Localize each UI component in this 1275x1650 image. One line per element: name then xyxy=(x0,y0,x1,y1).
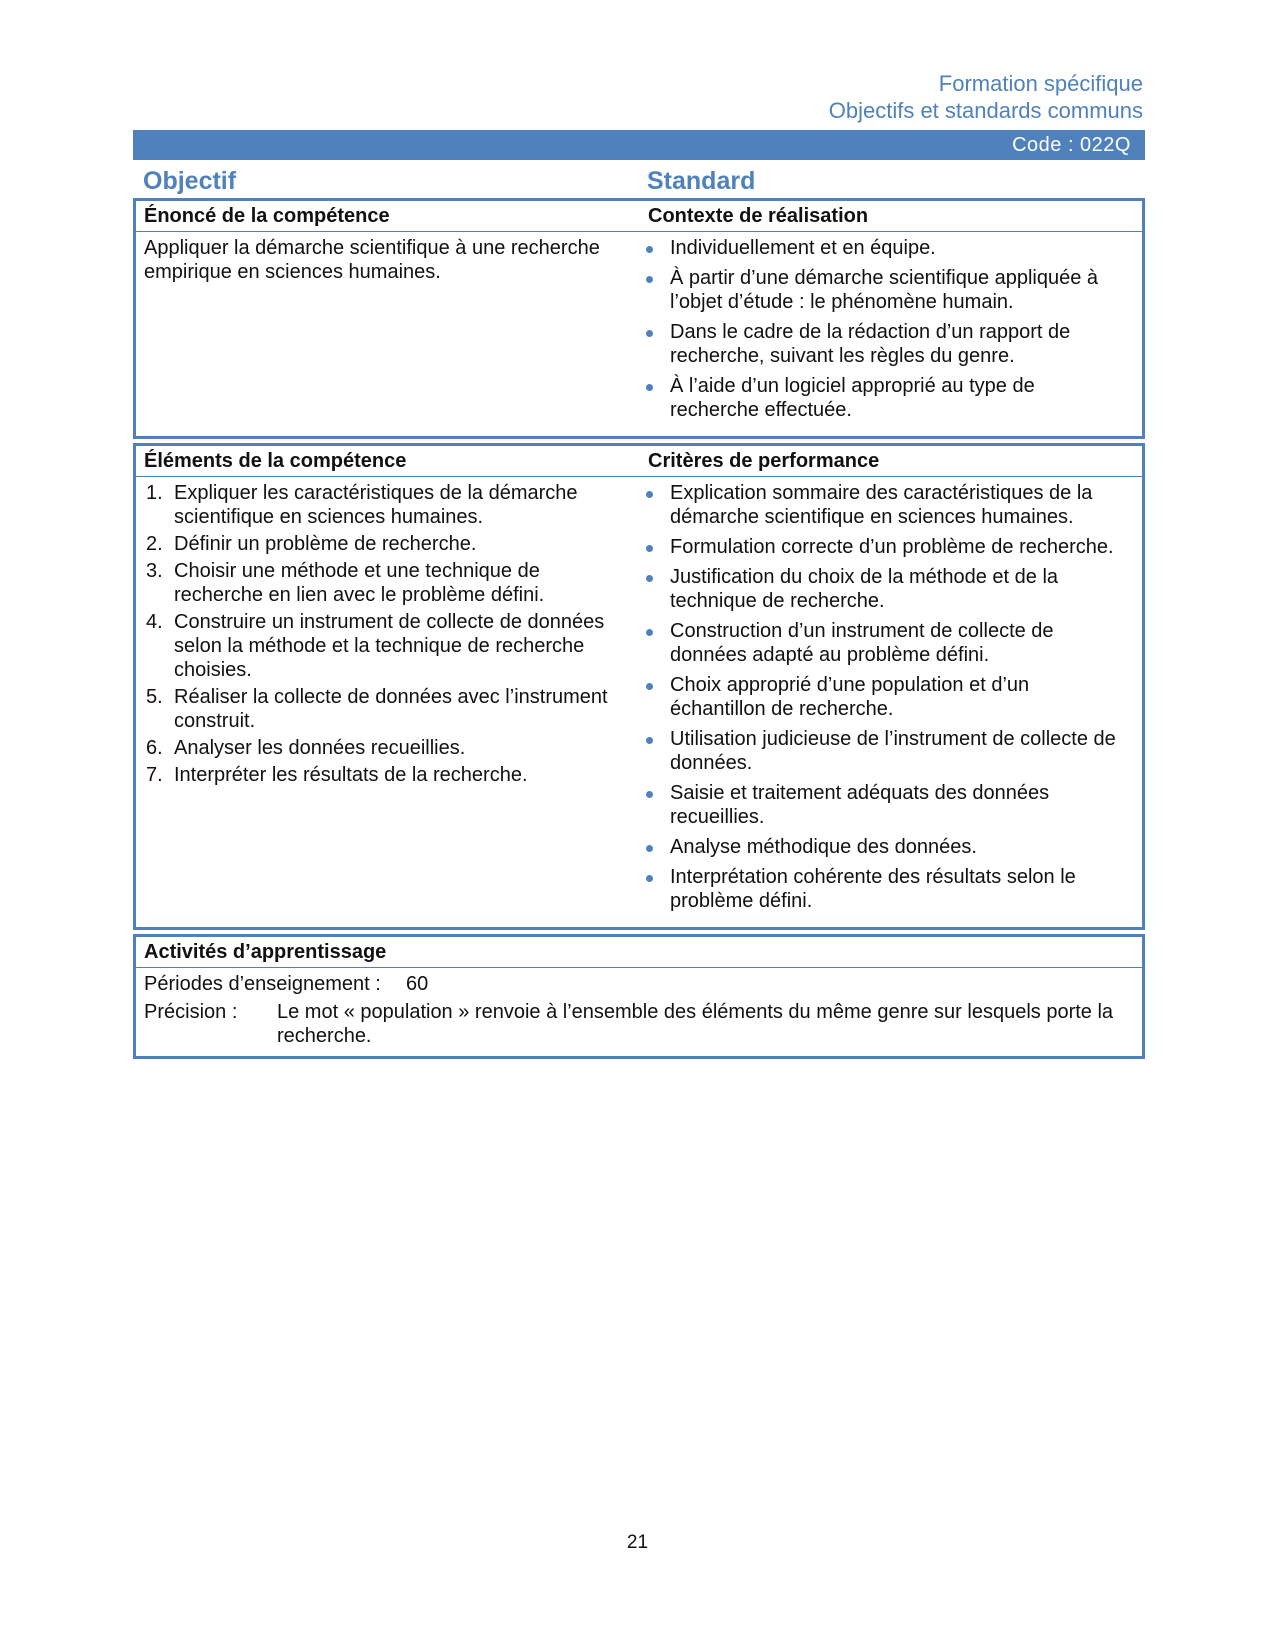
competence-head-row xyxy=(136,201,1142,232)
item-number: 3. xyxy=(146,560,163,582)
list-item: À l’aide d’un logiciel approprié au type de recherche effectuée. xyxy=(640,374,1126,422)
list-item: Utilisation judicieuse de l’instrument de collecte de données. xyxy=(640,727,1126,775)
item-text: Réaliser la collecte de données avec l’instrument construit. xyxy=(174,686,608,732)
competence-box xyxy=(133,198,1145,439)
criteria-list-cell xyxy=(640,477,1142,927)
precision-line xyxy=(144,1000,1134,1048)
contexte-title: Contexte de réalisation xyxy=(648,204,869,227)
list-item xyxy=(144,685,630,733)
list-item: Analyse méthodique des données. xyxy=(640,835,1126,859)
enonce-title: Énoncé de la compétence xyxy=(144,204,390,227)
standard-heading: Standard xyxy=(647,167,756,195)
list-item: Dans le cadre de la rédaction d’un rapport de recherche, suivant les règles du genre. xyxy=(640,320,1126,368)
elements-list-cell xyxy=(136,477,640,927)
item-text: Expliquer les caractéristiques de la démarche scientifique en sciences humaines. xyxy=(174,482,578,528)
item-text: Choisir une méthode et une technique de recherche en lien avec le problème défini. xyxy=(174,560,545,606)
page-number: 21 xyxy=(626,1532,649,1553)
elements-box xyxy=(133,443,1145,930)
periods-label: Périodes d’enseignement : xyxy=(144,973,381,995)
activities-title: Activités d’apprentissage xyxy=(136,937,1142,968)
competence-statement: Appliquer la démarche scientifique à une recherche empirique en sciences humaines. xyxy=(144,237,600,283)
list-item: À partir d’une démarche scientifique appliquée à l’objet d’étude : le phénomène humain. xyxy=(640,266,1126,314)
elements-body-row xyxy=(136,477,1142,927)
list-item: Explication sommaire des caractéristiques de la démarche scientifique en sciences humaines. xyxy=(640,481,1126,529)
item-number: 6. xyxy=(146,737,163,759)
objectif-heading: Objectif xyxy=(143,167,237,195)
list-item: Choix approprié d’une population et d’un échantillon de recherche. xyxy=(640,673,1126,721)
precision-label: Précision : xyxy=(144,1001,238,1023)
list-item xyxy=(144,559,630,607)
item-number: 2. xyxy=(146,533,163,555)
list-item xyxy=(144,532,630,556)
activities-box xyxy=(133,934,1145,1059)
item-number: 1. xyxy=(146,482,163,504)
context-list-cell xyxy=(640,232,1142,436)
criteria-list xyxy=(640,481,1126,913)
list-item xyxy=(144,736,630,760)
list-item: Saisie et traitement adéquats des données recueillies. xyxy=(640,781,1126,829)
page-header xyxy=(133,70,1145,124)
list-item xyxy=(144,610,630,682)
criteres-title: Critères de performance xyxy=(648,449,880,472)
list-item: Construction d’un instrument de collecte de données adapté au problème défini. xyxy=(640,619,1126,667)
periods-line xyxy=(144,972,1134,996)
header-line-1: Formation spécifique xyxy=(938,71,1143,96)
list-item: Formulation correcte d’un problème de recherche. xyxy=(640,535,1126,559)
code-label: Code : 022Q xyxy=(1012,134,1131,156)
precision-text: Le mot « population » renvoie à l’ensemble des éléments du même genre sur lesquels porte la recherche. xyxy=(277,1001,1114,1047)
item-text: Interpréter les résultats de la recherche. xyxy=(174,764,528,786)
code-bar xyxy=(133,130,1145,160)
elements-list xyxy=(144,481,630,787)
item-text: Construire un instrument de collecte de données selon la méthode et la technique de recherche choisies. xyxy=(174,611,605,681)
item-number: 4. xyxy=(146,611,163,633)
list-item xyxy=(144,481,630,529)
periods-value: 60 xyxy=(405,973,429,995)
elements-title: Éléments de la compétence xyxy=(144,449,407,472)
item-number: 5. xyxy=(146,686,163,708)
elements-head-row xyxy=(136,446,1142,477)
list-item: Justification du choix de la méthode et de la technique de recherche. xyxy=(640,565,1126,613)
list-item: Individuellement et en équipe. xyxy=(640,236,1126,260)
activities-body xyxy=(136,968,1142,1056)
item-number: 7. xyxy=(146,764,163,786)
document-page xyxy=(133,70,1145,1063)
context-list xyxy=(640,236,1126,422)
list-item: Interprétation cohérente des résultats selon le problème défini. xyxy=(640,865,1126,913)
column-headings xyxy=(133,160,1145,198)
header-line-2: Objectifs et standards communs xyxy=(828,98,1143,123)
item-text: Définir un problème de recherche. xyxy=(174,533,477,555)
list-item xyxy=(144,763,630,787)
competence-body-row xyxy=(136,232,1142,436)
item-text: Analyser les données recueillies. xyxy=(174,737,466,759)
